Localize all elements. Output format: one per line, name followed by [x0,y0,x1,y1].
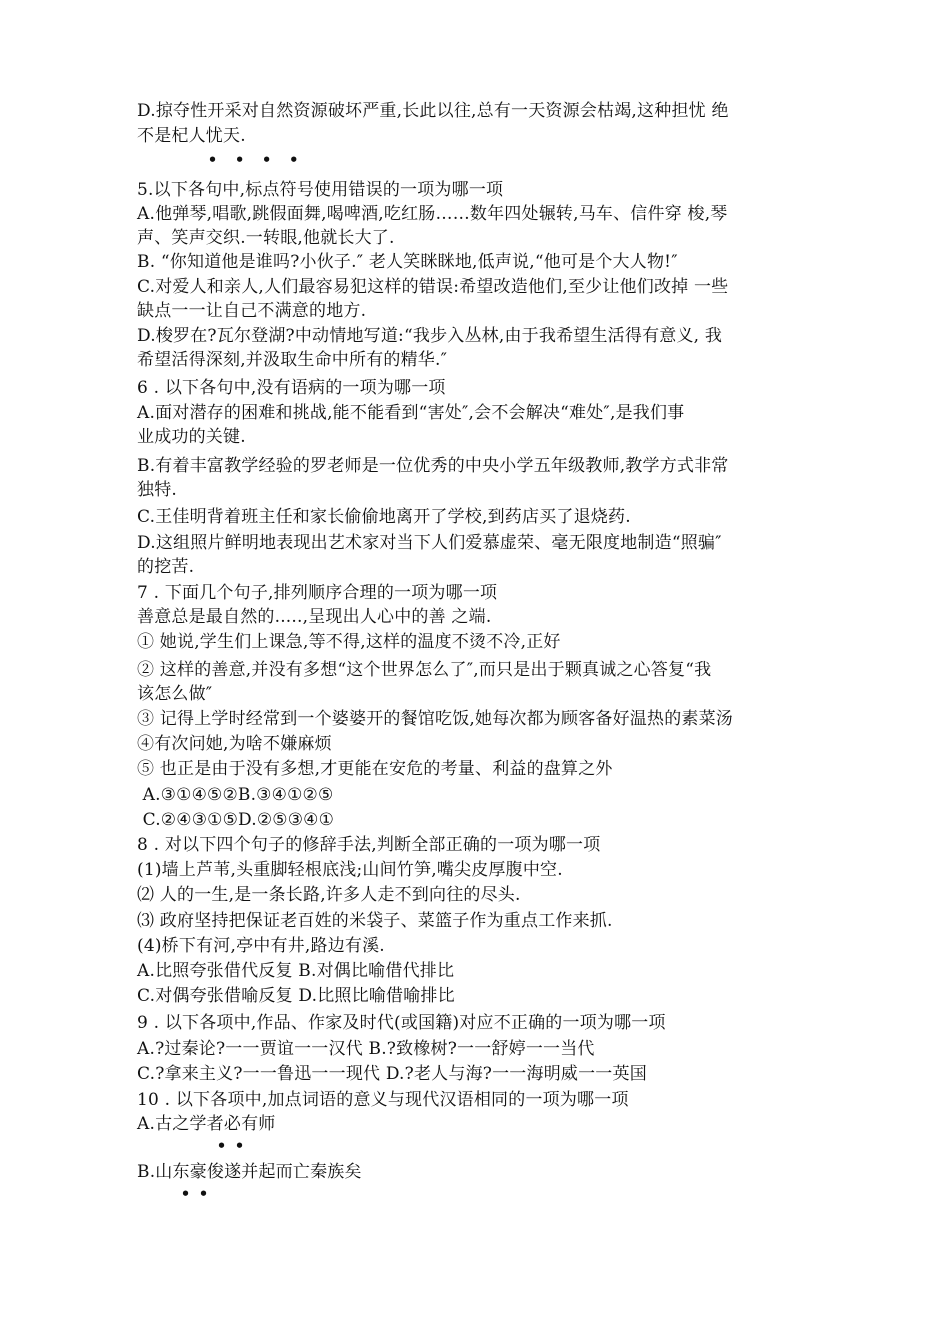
text-line: A.面对潜存的困难和挑战,能不能看到“害处″,会不会解决“难处″,是我们事 [137,403,685,423]
text-line: (1)墙上芦苇,头重脚轻根底浅;山间竹笋,嘴尖皮厚腹中空. [137,860,563,880]
text-line: C.②④③①⑤D.②⑤③④① [137,810,335,830]
text-line: C.对偶夸张借喻反复 D.比照比喻借喻排比 [137,986,455,1006]
question-10: 10 . 以下各项中,加点词语的意义与现代汉语相同的一项为哪一项 [137,1090,629,1110]
text-line: B.有着丰富教学经验的罗老师是一位优秀的中央小学五年级教师,教学方式非常 [137,456,729,476]
text-line: 独特. [137,480,178,500]
text-line: ① 她说,学生们上课急,等不得,这样的温度不烫不冷,正好 [137,632,561,652]
text-line: C.对爱人和亲人,人们最容易犯这样的错误:希望改造他们,至少让他们改掉 一些 [137,277,729,297]
text-line: 业成功的关键. [137,427,246,447]
text-line: ② 这样的善意,并没有多想“这个世界怎么了″,而只是出于颗真诚之心答复“我 [137,660,712,680]
question-6: 6 . 以下各句中,没有语病的一项为哪一项 [137,378,446,398]
text-line: A.古之学者必有师 [137,1114,276,1134]
emphasis-dots: • • [181,1185,209,1203]
text-line: 不是杞人忧天. [137,126,246,146]
emphasis-dots: • • [217,1137,245,1155]
question-5: 5.以下各句中,标点符号使用错误的一项为哪一项 [137,180,504,200]
question-7: 7 . 下面几个句子,排列顺序合理的一项为哪一项 [137,583,498,603]
text-line: D.掠夺性开采对自然资源破坏严重,长此以往,总有一天资源会枯竭,这种担忧 绝 [137,101,729,121]
text-line: C.?拿来主义?一一鲁迅一一现代 D.?老人与海?一一海明威一一英国 [137,1064,647,1084]
text-line: A.比照夸张借代反复 B.对偶比喻借代排比 [137,961,455,981]
text-line: ④有次问她,为啥不嫌麻烦 [137,734,332,754]
text-line: D.这组照片鲜明地表现出艺术家对当下人们爱慕虚荣、毫无限度地制造“照骗″ [137,533,722,553]
text-line: 缺点一一让自己不满意的地方. [137,301,367,321]
text-line: ⑤ 也正是由于没有多想,才更能在安危的考量、利益的盘算之外 [137,759,613,779]
text-line: D.梭罗在?瓦尔登湖?中动情地写道:“我步入丛林,由于我希望生活得有意义, 我 [137,326,723,346]
text-line: 的挖苦. [137,557,195,577]
text-line: ⑶ 政府坚持把保证老百姓的米袋子、菜篮子作为重点工作来抓. [137,911,613,931]
text-line: ⑵ 人的一生,是一条长路,许多人走不到向往的尽头. [137,885,521,905]
emphasis-dots: • • • • [208,151,299,169]
question-9: 9 . 以下各项中,作品、作家及时代(或国籍)对应不正确的一项为哪一项 [137,1013,666,1033]
text-line: A.③①④⑤②B.③④①②⑤ [137,785,334,805]
text-line: A.他弹琴,唱歌,跳假面舞,喝啤酒,吃红肠……数年四处辗转,马车、信件穿 梭,琴 [137,204,728,224]
text-line: (4)桥下有河,亭中有井,路边有溪. [137,936,385,956]
text-line: A.?过秦论?一一贾谊一一汉代 B.?致橡树?一一舒婷一一当代 [137,1039,595,1059]
text-line: B. “你知道他是谁吗?小伙子.″ 老人笑眯眯地,低声说,“他可是个大人物!″ [137,252,678,272]
question-8: 8 . 对以下四个句子的修辞手法,判断全部正确的一项为哪一项 [137,835,601,855]
text-line: 希望活得深刻,并汲取生命中所有的精华.″ [137,350,448,370]
text-line: C.王佳明背着班主任和家长偷偷地离开了学校,到药店买了退烧药. [137,507,631,527]
text-line: ③ 记得上学时经常到一个婆婆开的餐馆吃饭,她每次都为顾客备好温热的素菜汤 [137,709,734,729]
text-line: B.山东豪俊遂并起而亡秦族矣 [137,1162,362,1182]
text-line: 善意总是最自然的.....,呈现出人心中的善 之端. [137,607,492,627]
text-line: 声、笑声交织.一转眼,他就长大了. [137,228,395,248]
text-line: 该怎么做″ [137,684,213,704]
